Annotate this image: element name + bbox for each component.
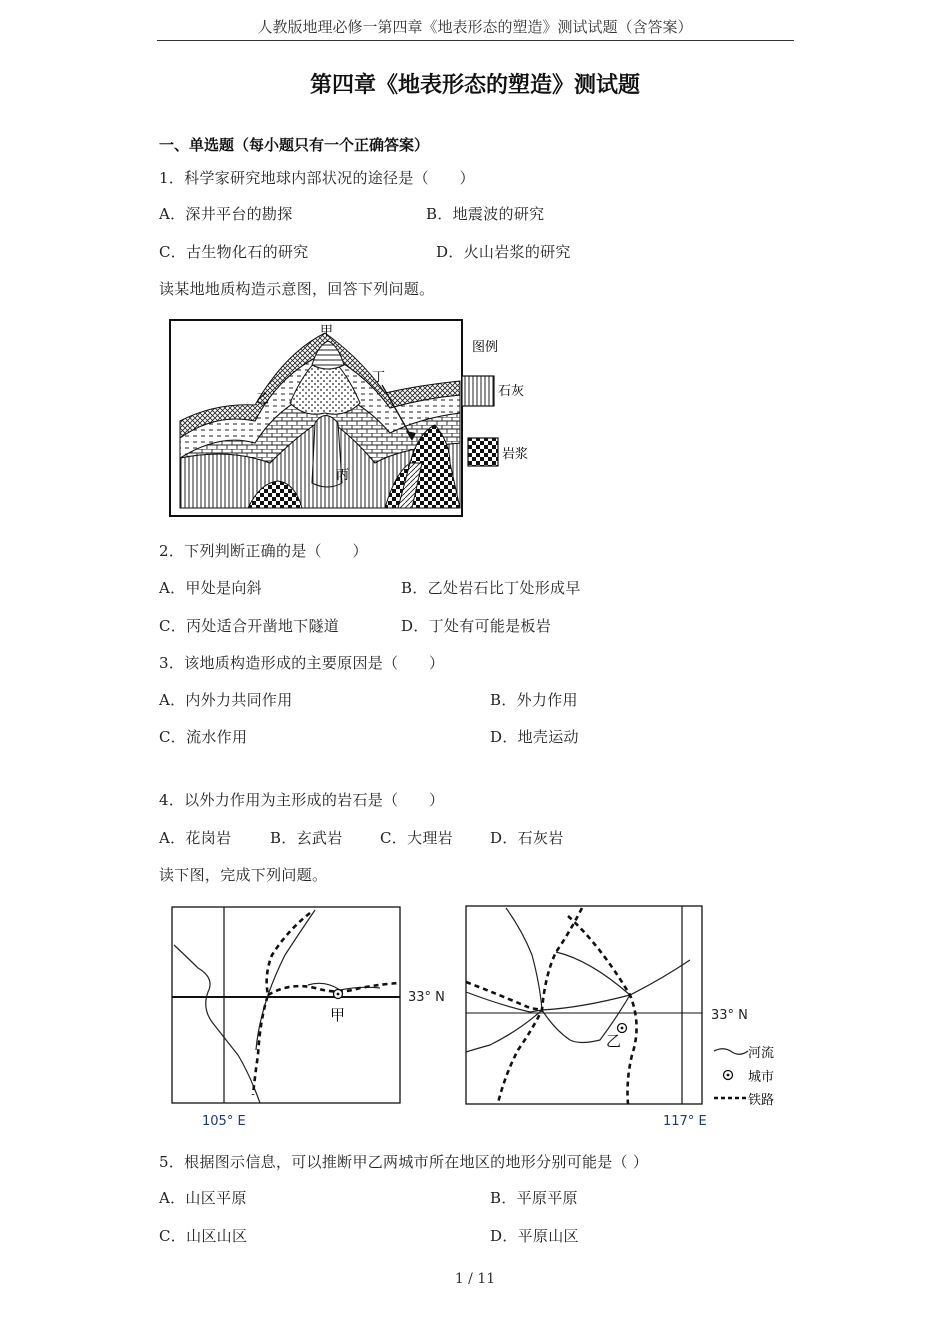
legend-title: 图例: [472, 340, 499, 355]
q4-stem: 4．以外力作用为主形成的岩石是（ ）: [159, 791, 445, 809]
q5-option-c: C．山区山区: [159, 1227, 248, 1245]
city-jia-label: 甲: [330, 1006, 346, 1024]
document-title: 第四章《地表形态的塑造》测试题: [309, 72, 640, 98]
q5-stem: 5．根据图示信息，可以推断甲乙两城市所在地区的地形分别可能是（ ）: [159, 1153, 649, 1171]
legend-river-icon: [714, 1049, 748, 1055]
q4-option-c: C．大理岩: [380, 829, 453, 847]
label-bing: 丙: [336, 468, 350, 483]
q5-option-a: A．山区平原: [159, 1189, 247, 1207]
legend-magma: 岩浆: [502, 447, 529, 462]
label-jia: 甲: [320, 324, 334, 339]
header-rule: [157, 40, 794, 41]
q5-option-d: D．平原山区: [490, 1227, 579, 1245]
label-yi: 乙: [256, 392, 270, 407]
legend-river: 河流: [748, 1046, 775, 1061]
page-number: 1 / 11: [454, 1271, 496, 1287]
q1-option-c: C．古生物化石的研究: [159, 243, 309, 261]
q2-stem: 2．下列判断正确的是（ ）: [159, 542, 368, 560]
reading-prompt-1: 读某地地质构造示意图，回答下列问题。: [159, 280, 435, 298]
q3-option-c: C．流水作用: [159, 728, 248, 746]
page-header: 人教版地理必修一第四章《地表形态的塑造》测试试题（含答案）: [257, 18, 693, 36]
q2-option-c: C．丙处适合开凿地下隧道: [159, 617, 340, 635]
q3-option-b: B．外力作用: [490, 691, 578, 709]
label-ding: 丁: [372, 370, 386, 385]
left-lat-label: 33° N: [408, 990, 445, 1005]
maps-figure: [160, 900, 790, 1135]
right-lat-label: 33° N: [711, 1008, 748, 1023]
q1-option-b: B．地震波的研究: [426, 205, 545, 223]
section-heading: 一、单选题（每小题只有一个正确答案）: [159, 136, 430, 154]
city-yi-label: 乙: [606, 1032, 622, 1050]
geology-figure: [160, 313, 550, 523]
q5-option-b: B．平原平原: [490, 1189, 578, 1207]
right-lon-label: 117° E: [663, 1114, 707, 1129]
reading-prompt-2: 读下图，完成下列问题。: [159, 866, 328, 884]
q2-option-d: D．丁处有可能是板岩: [401, 617, 552, 635]
q4-option-a: A．花岗岩: [159, 829, 232, 847]
q4-option-b: B．玄武岩: [270, 829, 343, 847]
legend-limestone: 石灰: [498, 384, 525, 399]
legend-magma-swatch: [468, 438, 498, 466]
q1-option-a: A．深井平台的勘探: [159, 205, 293, 223]
q2-option-a: A．甲处是向斜: [159, 579, 262, 597]
left-lon-label: 105° E: [202, 1114, 246, 1129]
q3-option-a: A．内外力共同作用: [159, 691, 293, 709]
legend-railway: 铁路: [748, 1093, 775, 1108]
q4-option-d: D．石灰岩: [490, 829, 564, 847]
q2-option-b: B．乙处岩石比丁处形成早: [401, 579, 581, 597]
legend-city: 城市: [748, 1070, 775, 1085]
q3-option-d: D．地壳运动: [490, 728, 579, 746]
q1-option-d: D．火山岩浆的研究: [436, 243, 571, 261]
q1-stem: 1．科学家研究地球内部状况的途径是（ ）: [159, 169, 475, 187]
legend-limestone-swatch: [462, 376, 494, 406]
q3-stem: 3．该地质构造形成的主要原因是（ ）: [159, 654, 445, 672]
